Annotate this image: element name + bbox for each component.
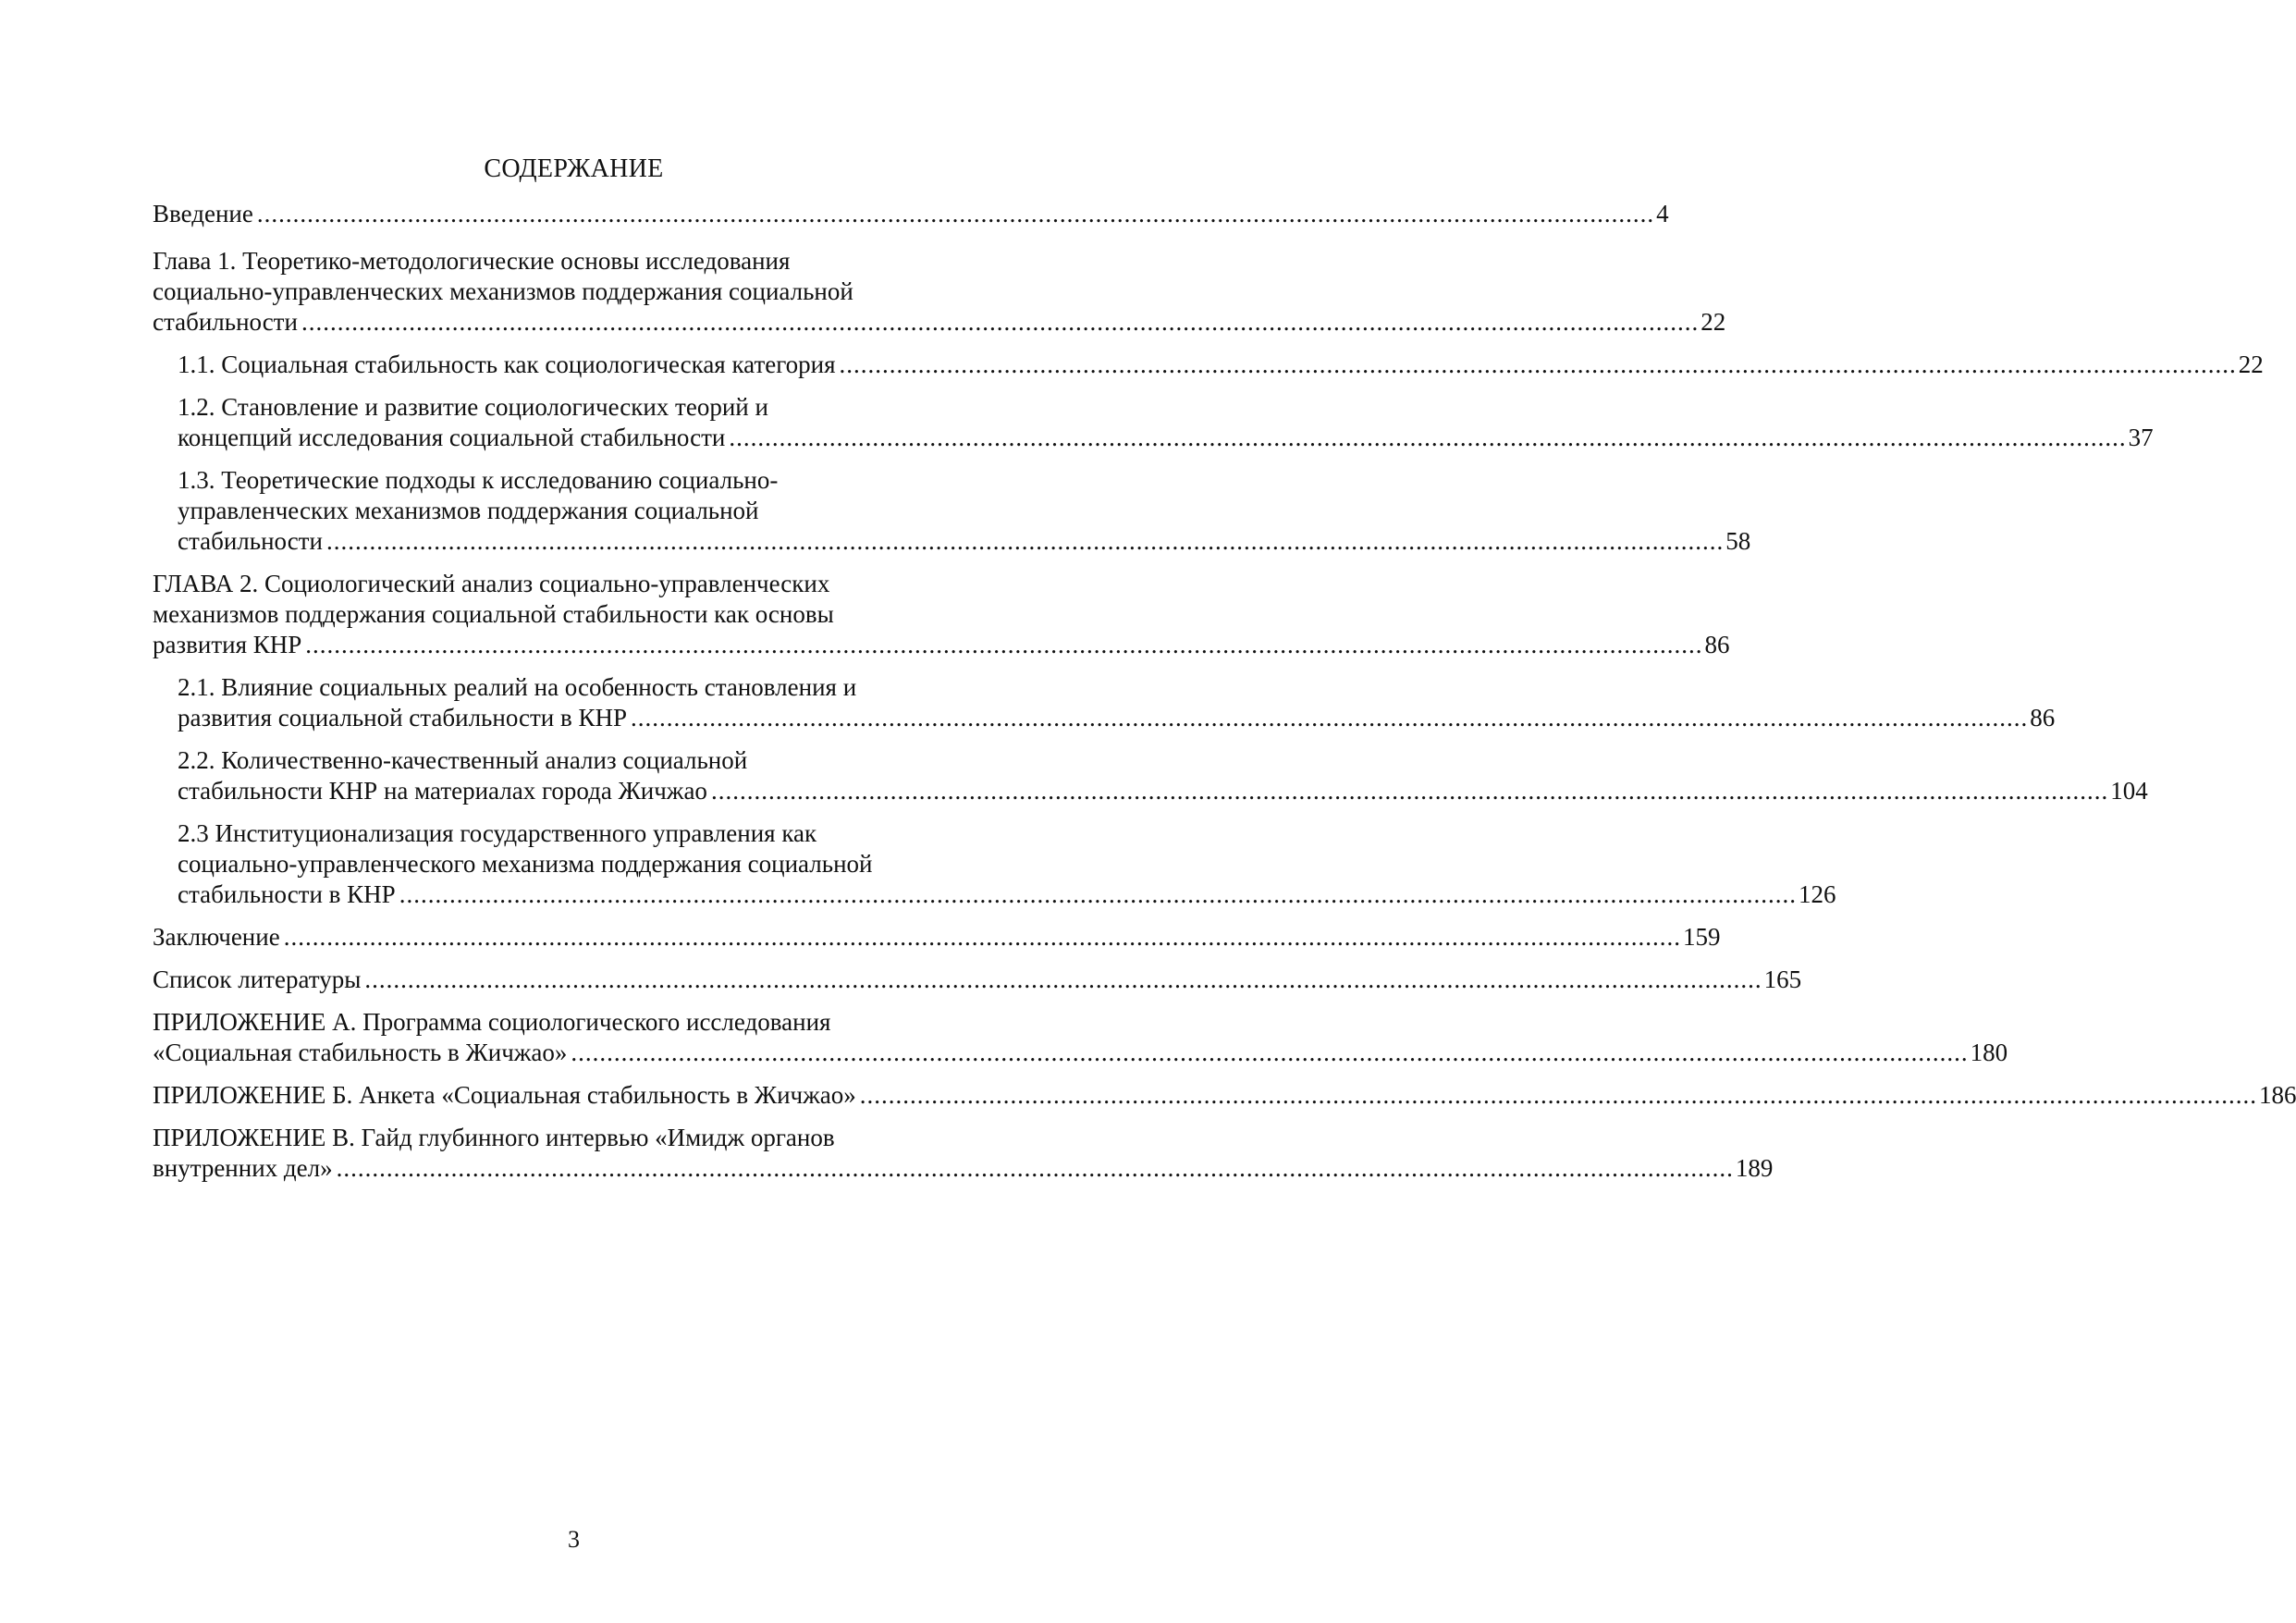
toc-entry-last-line bbox=[153, 965, 1802, 995]
toc-entry-text: развития КНР bbox=[153, 631, 302, 658]
toc-entry-last-line bbox=[153, 199, 1669, 229]
toc-entry-text: стабильности КНР на материалах города Жичжао bbox=[178, 777, 707, 805]
dot-leader: ................................................................................................................................................................................................... bbox=[305, 631, 1703, 658]
toc-entry bbox=[153, 199, 1669, 229]
toc-entry-last-line bbox=[178, 703, 2056, 733]
toc-entry-line: ГЛАВА 2. Социологический анализ социально-управленческих bbox=[153, 570, 830, 597]
dot-leader: ................................................................................................................................................................................................... bbox=[631, 704, 2029, 732]
toc-entry-line: управленческих механизмов поддержания социальной bbox=[178, 497, 759, 524]
toc-entry-text: концепций исследования социальной стабильности bbox=[178, 424, 726, 451]
toc-entry-last-line bbox=[178, 526, 1751, 557]
toc-entry-text: стабильности bbox=[153, 308, 298, 336]
dot-leader: ................................................................................................................................................................................................... bbox=[839, 350, 2237, 378]
toc-entry-line: социально-управленческого механизма поддержания социальной bbox=[178, 850, 873, 878]
toc-entry-line: 2.1. Влияние социальных реалий на особенность становления и bbox=[178, 673, 857, 701]
toc-entry-line: 1.3. Теоретические подходы к исследованию социально- bbox=[178, 466, 779, 494]
toc-entry-text: «Социальная стабильность в Жичжао» bbox=[153, 1039, 568, 1066]
toc-entry-line: социально-управленческих механизмов поддержания социальной bbox=[153, 277, 853, 305]
toc-entry bbox=[153, 465, 1751, 557]
toc-entry-text: стабильности bbox=[178, 527, 323, 555]
dot-leader: ................................................................................................................................................................................................... bbox=[256, 200, 1655, 227]
toc-entry-line: ПРИЛОЖЕНИЕ А. Программа социологического исследования bbox=[153, 1008, 831, 1036]
toc-entry-last-line bbox=[153, 922, 1721, 953]
toc-entry-line: 2.3 Институционализация государственного управления как bbox=[178, 819, 817, 847]
toc-entry-last-line bbox=[153, 1038, 2008, 1068]
toc-entry-last-line bbox=[153, 1080, 2296, 1111]
toc-entry-text: Список литературы bbox=[153, 965, 362, 993]
dot-leader: ................................................................................................................................................................................................... bbox=[325, 527, 1725, 555]
toc-entry-page: 186 bbox=[2258, 1081, 2296, 1109]
toc-entry bbox=[153, 672, 2056, 733]
toc-entry bbox=[153, 818, 1836, 910]
toc-entry-last-line bbox=[178, 776, 2148, 806]
dot-leader: ................................................................................................................................................................................................... bbox=[399, 880, 1797, 908]
toc-entry-line: 2.2. Количественно-качественный анализ социальной bbox=[178, 746, 748, 774]
toc-entry-text: развития социальной стабильности в КНР bbox=[178, 704, 627, 732]
dot-leader: ................................................................................................................................................................................................... bbox=[336, 1154, 1734, 1182]
toc-entry-line: 1.2. Становление и развитие социологических теорий и bbox=[178, 393, 768, 421]
toc-entry-last-line bbox=[178, 423, 2154, 453]
toc-entry-last-line bbox=[178, 350, 2264, 380]
toc-entry-page: 104 bbox=[2110, 777, 2148, 805]
dot-leader: ................................................................................................................................................................................................... bbox=[283, 923, 1681, 951]
toc-entry-page: 86 bbox=[2030, 704, 2056, 732]
toc-entry bbox=[153, 1080, 2296, 1111]
toc-entry-last-line bbox=[153, 630, 1730, 660]
dot-leader: ................................................................................................................................................................................................... bbox=[571, 1039, 1969, 1066]
toc-entry-page: 165 bbox=[1763, 965, 1802, 993]
toc-entry-page: 189 bbox=[1735, 1154, 1774, 1182]
toc-entry-page: 22 bbox=[1701, 308, 1726, 336]
toc-title: СОДЕРЖАНИЕ bbox=[484, 154, 664, 183]
toc-entry-last-line bbox=[178, 879, 1836, 910]
page-number: 3 bbox=[568, 1526, 580, 1553]
toc-entry bbox=[153, 1007, 2008, 1068]
toc-entry bbox=[153, 922, 1721, 953]
dot-leader: ................................................................................................................................................................................................... bbox=[710, 777, 2109, 805]
table-of-contents bbox=[153, 199, 2296, 1184]
toc-entry-text: внутренних дел» bbox=[153, 1154, 333, 1182]
toc-entry-page: 86 bbox=[1704, 631, 1730, 658]
toc-entry bbox=[153, 965, 1802, 995]
toc-entry-text: 1.1. Социальная стабильность как социологическая категория bbox=[178, 350, 836, 378]
toc-entry-page: 180 bbox=[1970, 1039, 2008, 1066]
toc-entry bbox=[153, 1123, 1774, 1184]
toc-entry-line: Глава 1. Теоретико-методологические основы исследования bbox=[153, 247, 791, 275]
dot-leader: ................................................................................................................................................................................................... bbox=[364, 965, 1762, 993]
toc-entry-text: Введение bbox=[153, 200, 253, 227]
toc-entry-page: 159 bbox=[1682, 923, 1721, 951]
toc-entry bbox=[153, 350, 2264, 380]
toc-entry bbox=[153, 392, 2154, 453]
dot-leader: ................................................................................................................................................................................................... bbox=[859, 1081, 2257, 1109]
toc-entry-page: 58 bbox=[1725, 527, 1751, 555]
toc-entry-page: 126 bbox=[1798, 880, 1836, 908]
toc-entry-text: стабильности в КНР bbox=[178, 880, 396, 908]
toc-entry-text: ПРИЛОЖЕНИЕ Б. Анкета «Социальная стабильность в Жичжао» bbox=[153, 1081, 856, 1109]
toc-entry-text: Заключение bbox=[153, 923, 280, 951]
toc-entry-last-line bbox=[153, 307, 1726, 338]
toc-entry-line: механизмов поддержания социальной стабильности как основы bbox=[153, 600, 834, 628]
toc-entry bbox=[153, 246, 1726, 338]
dot-leader: ................................................................................................................................................................................................... bbox=[729, 424, 2127, 451]
dot-leader: ................................................................................................................................................................................................... bbox=[301, 308, 1700, 336]
toc-entry-page: 4 bbox=[1656, 200, 1669, 227]
toc-entry-page: 22 bbox=[2238, 350, 2264, 378]
toc-entry bbox=[153, 745, 2148, 806]
toc-entry-page: 37 bbox=[2128, 424, 2154, 451]
toc-entry-last-line bbox=[153, 1153, 1774, 1184]
toc-entry bbox=[153, 569, 1730, 660]
toc-entry-line: ПРИЛОЖЕНИЕ В. Гайд глубинного интервью «Имидж органов bbox=[153, 1124, 835, 1151]
